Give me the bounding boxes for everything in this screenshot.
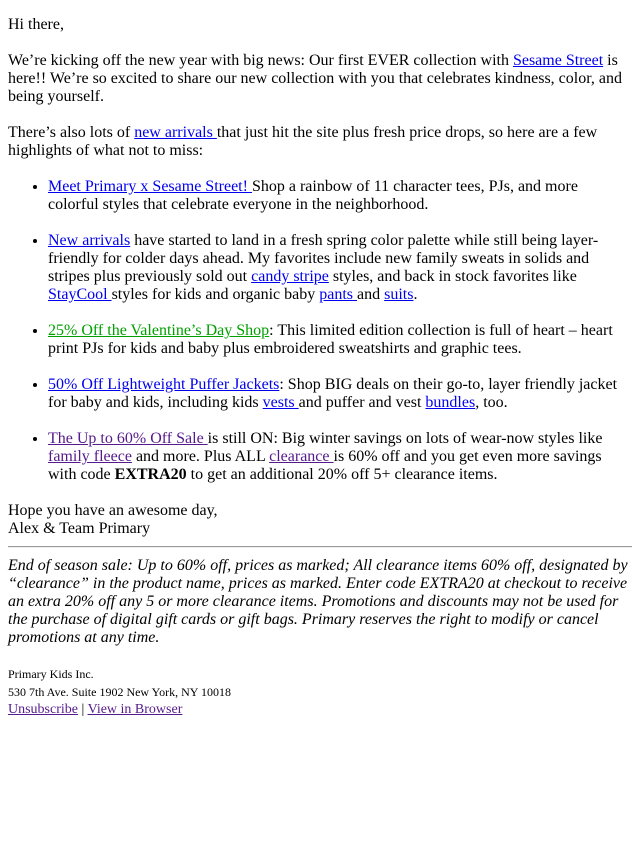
item-text: styles, and back in stock favorites like [328, 268, 577, 285]
intro2-text: that just hit the site plus fresh price drops, so here are a few highlights of what not to miss: [8, 124, 598, 159]
item-text: styles for kids and organic baby [111, 286, 320, 303]
item-text: and [357, 286, 385, 303]
candy-stripe-link[interactable]: candy stripe [251, 268, 329, 285]
signoff-line: Hope you have an awesome day, [8, 502, 218, 519]
intro2-paragraph [8, 124, 632, 160]
item-text: Shop a rainbow of 11 character tees, PJs, and more colorful styles that celebrate everyone in the neighborhood. [48, 178, 578, 213]
greeting: Hi there, [8, 16, 64, 33]
sesame-street-link[interactable]: Sesame Street [512, 52, 604, 69]
intro-text: is here!! We’re so excited to share our new collection with you that celebrates kindness, color, and being yourself. [8, 52, 622, 105]
clearance-link[interactable]: clearance [269, 448, 334, 465]
item-text: : This limited edition collection is full of heart – heart print PJs for kids and baby plus embroidered sweatshirts and graphic tees. [48, 322, 613, 357]
suits-link[interactable]: suits [384, 286, 414, 303]
item-text: . [413, 286, 418, 303]
highlights-list [8, 178, 632, 484]
company-address: 530 7th Ave. Suite 1902 New York, NY 10018 [8, 685, 232, 699]
list-item [48, 178, 632, 214]
item-text: and more. Plus ALL [131, 448, 270, 465]
unsubscribe-link[interactable]: Unsubscribe [8, 702, 78, 717]
staycool-link[interactable]: StayCool [48, 286, 112, 303]
company-name: Primary Kids Inc. [8, 667, 94, 681]
item-text: to get an additional 20% off 5+ clearance items. [186, 466, 498, 483]
item-text: , too. [475, 394, 508, 411]
new-arrivals-item-link[interactable]: New arrivals [48, 232, 131, 249]
valentines-shop-link[interactable]: 25% Off the Valentine’s Day Shop [48, 322, 270, 339]
list-item [48, 322, 632, 358]
family-fleece-link[interactable]: family fleece [48, 448, 132, 465]
item-text: have started to land in a fresh spring color palette while still being layer-friendly for colder days ahead. My favorites include new family sweats in solids and stripes plus previously sold out [48, 232, 599, 285]
list-item [48, 232, 632, 304]
footer-links [8, 701, 632, 719]
intro-paragraph [8, 52, 632, 106]
divider [8, 546, 632, 548]
footer [8, 665, 632, 719]
list-item [48, 376, 632, 412]
signature: Alex & Team Primary [8, 520, 151, 537]
disclaimer: End of season sale: Up to 60% off, prices as marked; All clearance items 60% off, designated by “clearance” in the product name, prices as marked. Enter code EXTRA20 at checkout to receive an extra 20% off any 5 or more clearance items. Promotions and discounts may not be used for the purchase of digital gift cards or gift bags. Primary reserves the right to modify or cancel promotions at any time. [8, 557, 628, 646]
new-arrivals-link[interactable]: new arrivals [134, 124, 217, 141]
signoff [8, 502, 632, 538]
item-text: is 60% off and you get even more savings with code [48, 448, 602, 483]
item-text: : Shop BIG deals on their go-to, layer friendly jacket for baby and kids, including kids [48, 376, 618, 411]
sesame-collection-link[interactable]: Meet Primary x Sesame Street! [48, 178, 252, 195]
view-in-browser-link[interactable]: View in Browser [87, 702, 183, 717]
bundles-link[interactable]: bundles [425, 394, 476, 411]
sale-link[interactable]: The Up to 60% Off Sale [48, 430, 208, 447]
list-item [48, 430, 632, 484]
item-text: is still ON: Big winter savings on lots of wear-now styles like [207, 430, 603, 447]
vests-link[interactable]: vests [262, 394, 299, 411]
puffer-jackets-link[interactable]: 50% Off Lightweight Puffer Jackets [48, 376, 280, 393]
link-separator: | [78, 702, 88, 717]
item-text: and puffer and vest [298, 394, 426, 411]
pants-link[interactable]: pants [319, 286, 358, 303]
promo-code: EXTRA20 [114, 466, 187, 483]
intro-text: We’re kicking off the new year with big news: Our first EVER collection with [8, 52, 513, 69]
intro2-text: There’s also lots of [8, 124, 135, 141]
